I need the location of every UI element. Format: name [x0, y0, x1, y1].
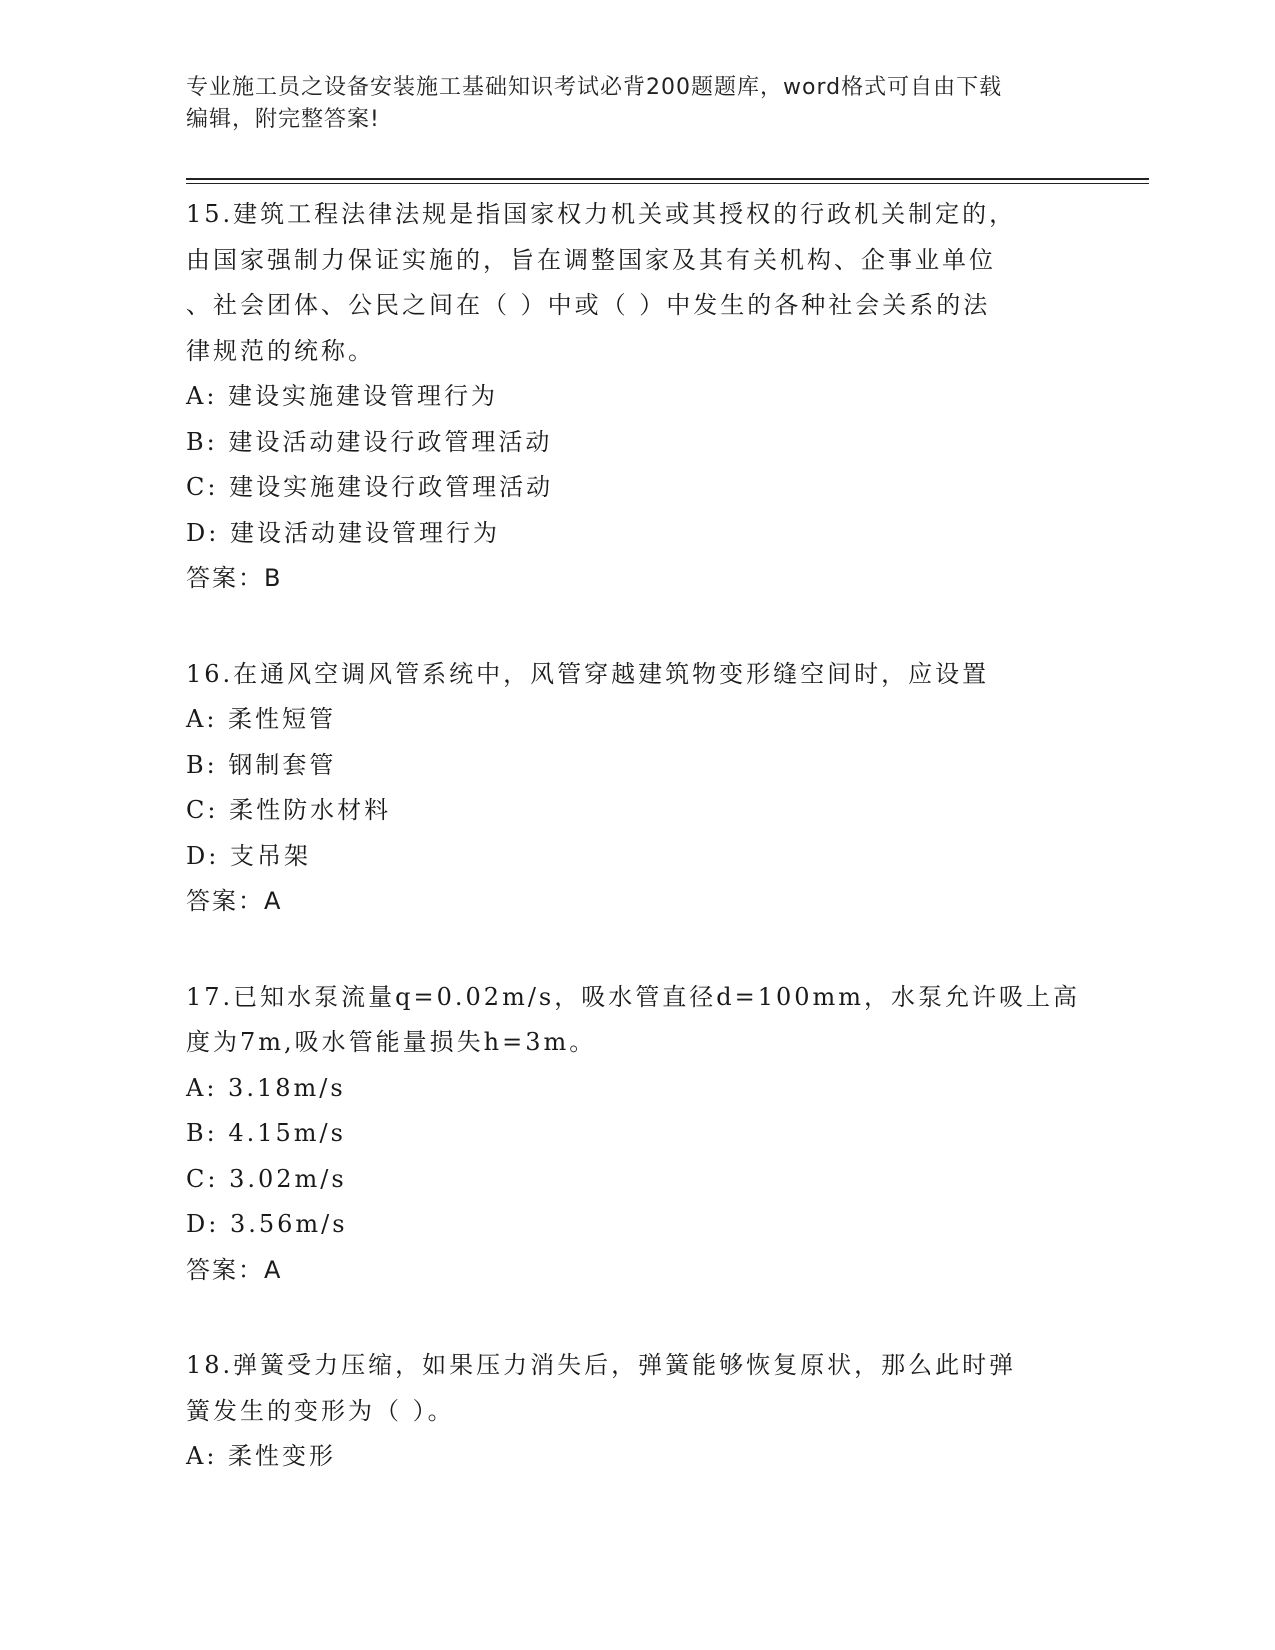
question-block: [186, 1343, 1066, 1480]
question-stem-line: 由国家强制力保证实施的，旨在调整国家及其有关机构、企事业单位: [186, 245, 996, 274]
answer-line: 答案：B: [186, 564, 283, 592]
option-c: C: 柔性防水材料: [186, 796, 392, 824]
answer-line: 答案：A: [186, 887, 283, 915]
header-line-2: 编辑，附完整答案!: [186, 107, 380, 132]
question-stem-line: 15.建筑工程法律法规是指国家权力机关或其授权的行政机关制定的，: [186, 200, 1017, 228]
option-a: A: 3.18m/s: [186, 1073, 346, 1102]
option-b: B: 钢制套管: [186, 750, 337, 779]
question-block: [186, 652, 1066, 925]
question-block: [186, 975, 1081, 1294]
question-stem-line: 17.已知水泵流量q=0.02m/s，吸水管直径d=100mm，水泵允许吸上高: [186, 982, 1081, 1011]
answer-line: 答案：A: [186, 1255, 283, 1284]
question-stem-line: 18.弹簧受力压缩，如果压力消失后，弹簧能够恢复原状，那么此时弹: [186, 1351, 1017, 1379]
header-divider-thin: [186, 183, 1149, 184]
question-block: [186, 192, 1066, 602]
header-line-1: 专业施工员之设备安装施工基础知识考试必背200题题库，word格式可自由下载: [186, 75, 1003, 100]
question-list: [186, 192, 1081, 1530]
option-c: C: 建设实施建设行政管理活动: [186, 473, 554, 501]
question-stem-line: 、社会团体、公民之间在（ ）中或（ ）中发生的各种社会关系的法: [186, 291, 991, 319]
option-d: D: 3.56m/s: [186, 1210, 348, 1238]
option-c: C: 3.02m/s: [186, 1164, 347, 1193]
option-b: B: 建设活动建设行政管理活动: [186, 427, 553, 456]
option-a: A: 柔性短管: [186, 705, 337, 733]
question-stem-line: 16.在通风空调风管系统中，风管穿越建筑物变形缝空间时，应设置: [186, 659, 990, 688]
page-header: [186, 72, 1066, 136]
option-d: D: 建设活动建设管理行为: [186, 518, 500, 547]
header-divider-thick: [186, 178, 1149, 180]
option-b: B: 4.15m/s: [186, 1119, 346, 1147]
question-stem-line: 簧发生的变形为（ ）。: [186, 1396, 455, 1425]
option-d: D: 支吊架: [186, 841, 311, 870]
question-stem-line: 律规范的统称。: [186, 336, 375, 365]
option-a: A: 柔性变形: [186, 1442, 337, 1470]
option-a: A: 建设实施建设管理行为: [186, 382, 499, 410]
question-stem-line: 度为7m,吸水管能量损失h=3m。: [186, 1028, 597, 1056]
